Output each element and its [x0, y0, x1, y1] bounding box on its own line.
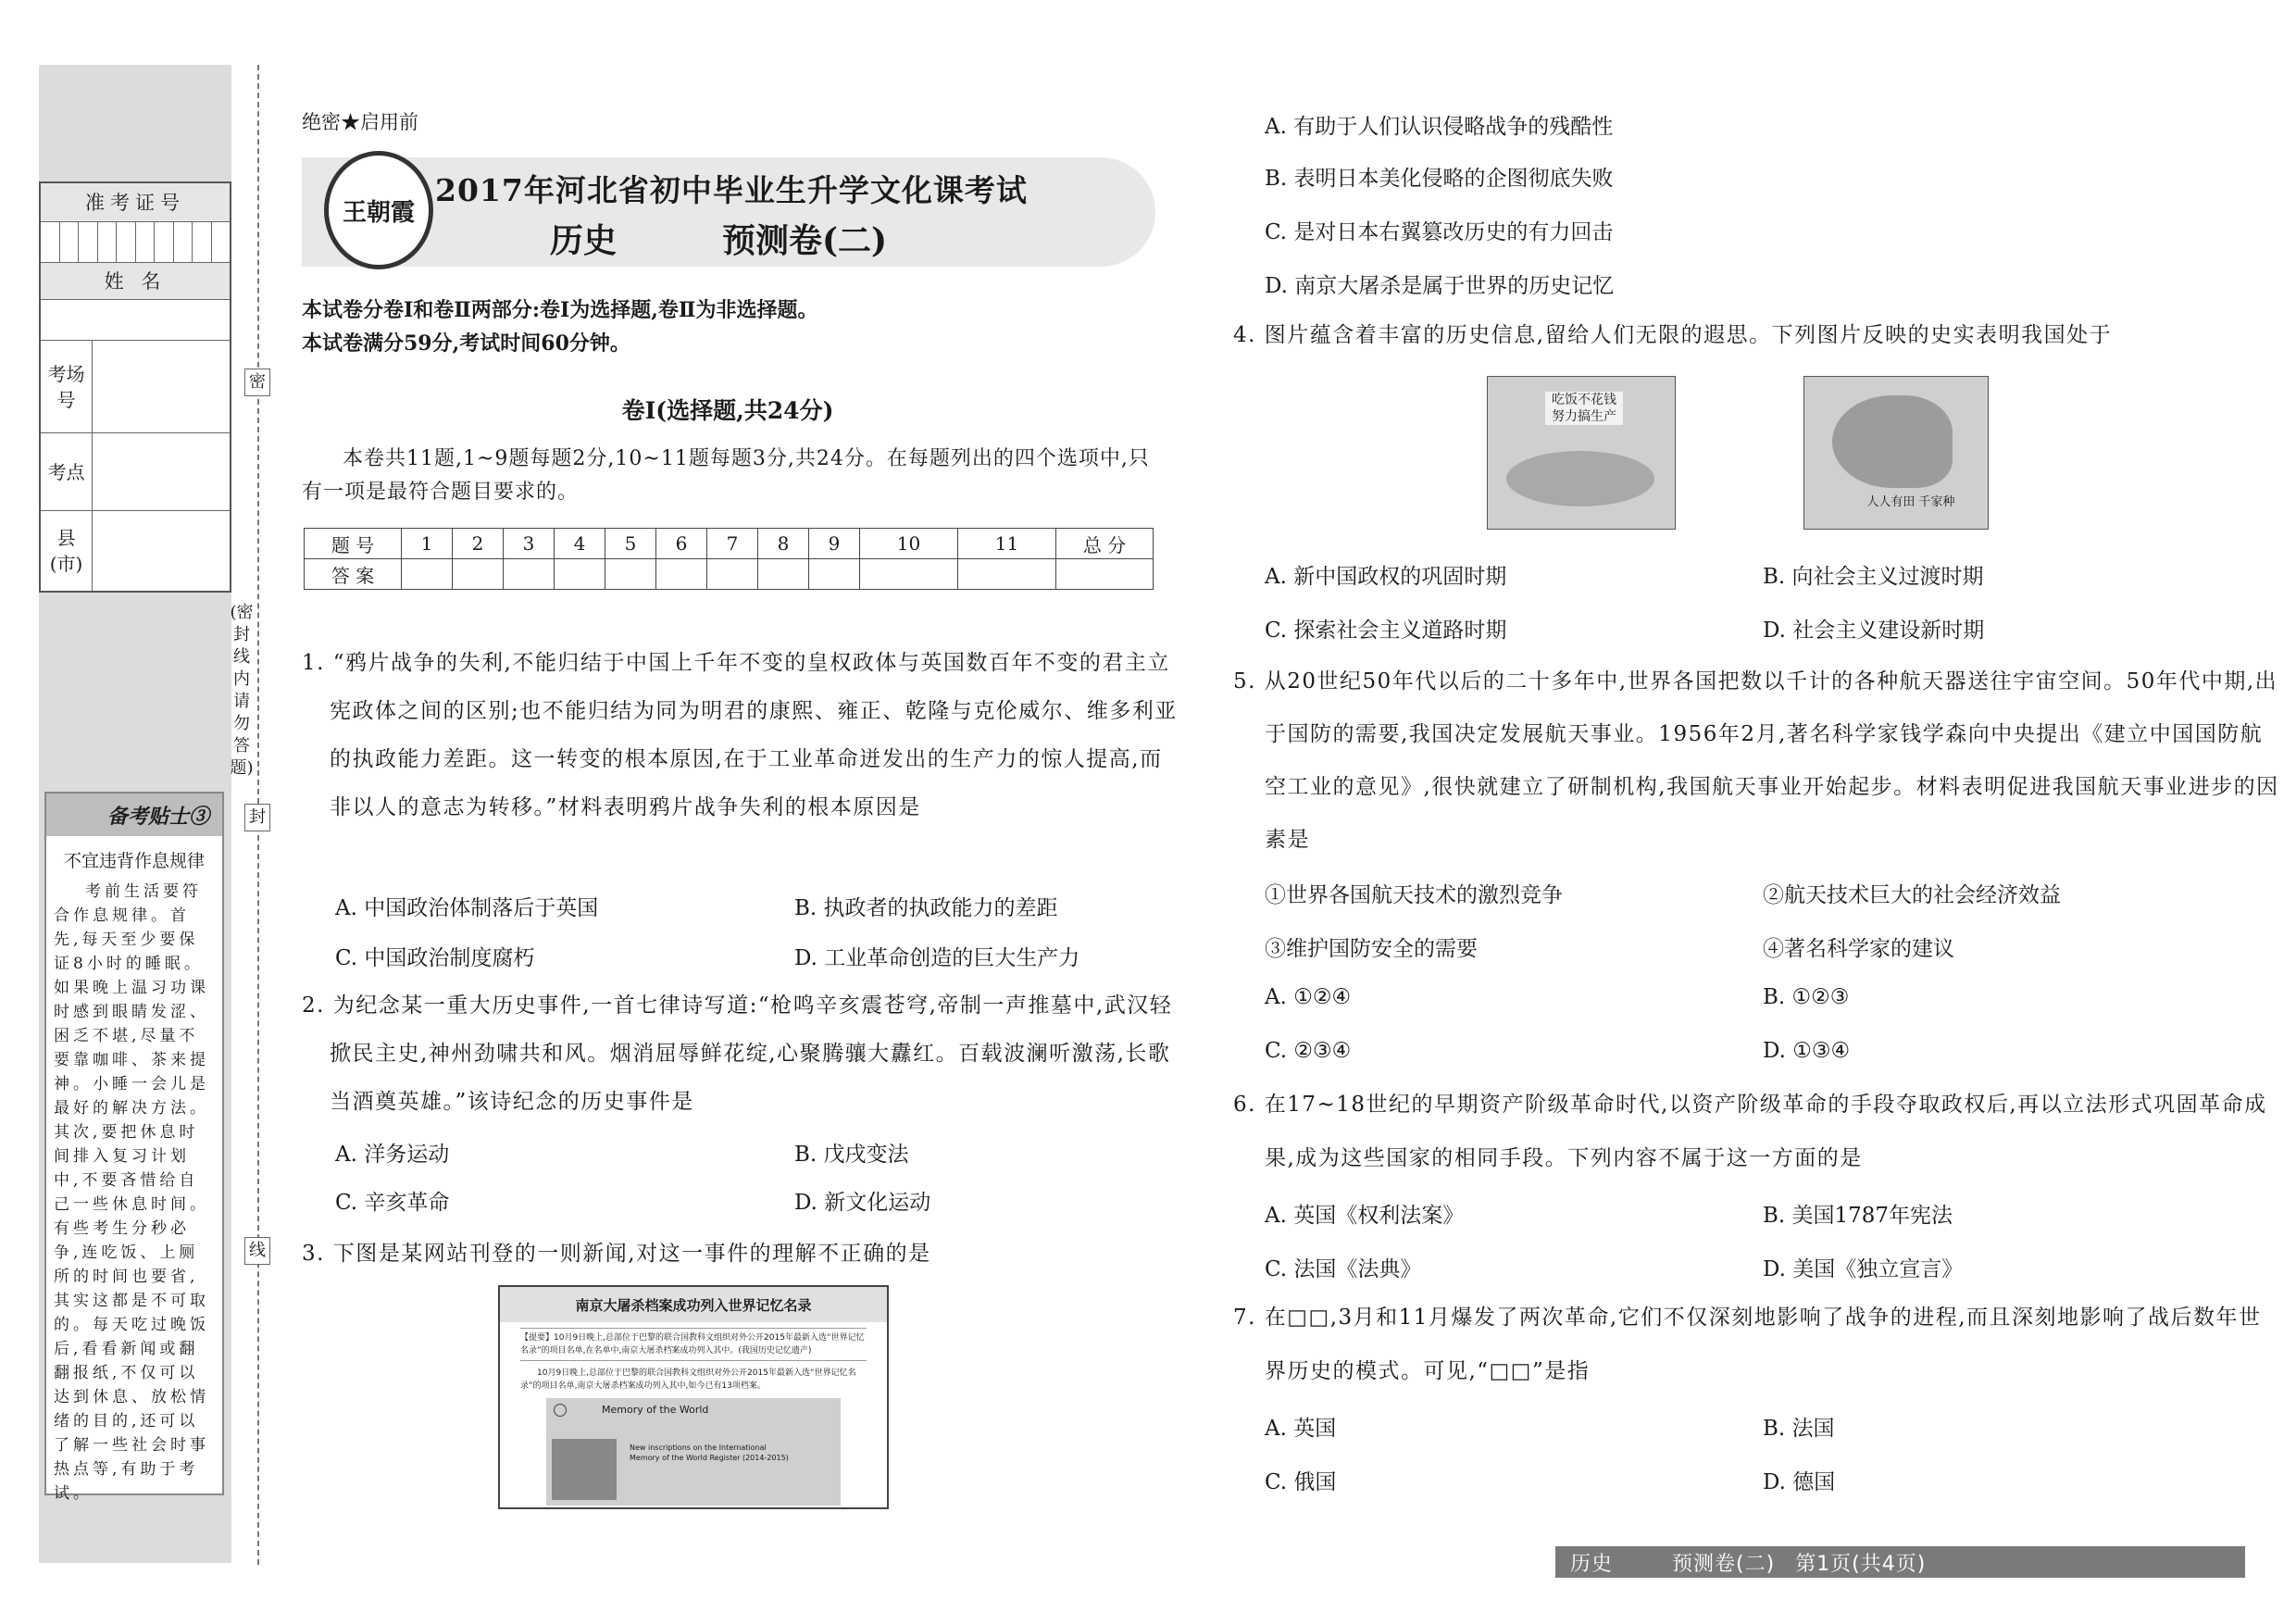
q6-option-a[interactable]: A. 英国《权利法案》: [1265, 1204, 1465, 1228]
question-7-stem: 7. 在□□,3月和11月爆发了两次革命,它们不仅深刻地影响了战争的进程,而且深刻地影响了战后数年世界历史的模式。可见,“□□”是指: [1233, 1306, 2262, 1383]
q4-photo-2: [1803, 376, 1989, 530]
question-6-stem: 6. 在17~18世纪的早期资产阶级革命时代,以资产阶级革命的手段夺取政权后,再以立法形式巩固革命成果,成为这些国家的相同手段。下列内容不属于这一方面的是: [1233, 1093, 2267, 1170]
news-body: 10月9日晚上,总部位于巴黎的联合国教科文组织对外公开2015年最新入选“世界记忆名录”的项目名单,南京大屠杀档案成功列入其中,如今已有13项档案。: [520, 1368, 856, 1391]
student-info-form: [39, 181, 231, 593]
answer-cell[interactable]: [656, 559, 707, 590]
section-title: 卷Ⅰ(选择题,共24分): [621, 397, 834, 424]
confidential-mark: 绝密★启用前: [302, 111, 418, 133]
news-title: 南京大屠杀档案成功列入世界记忆名录: [500, 1287, 887, 1322]
q5-item-1: ①世界各国航天技术的激烈竞争: [1265, 883, 1563, 907]
q4-option-d[interactable]: D. 社会主义建设新时期: [1763, 619, 1985, 643]
q4-photo-1: [1487, 376, 1676, 530]
answer-table-num: 9: [809, 529, 860, 559]
answer-table-num: 6: [656, 529, 707, 559]
answer-cell[interactable]: [809, 559, 860, 590]
exam-title: 2017年河北省初中毕业生升学文化课考试: [435, 172, 1028, 208]
q2-option-d[interactable]: D. 新文化运动: [794, 1191, 931, 1215]
answer-cell[interactable]: [707, 559, 758, 590]
answer-table-num: 5: [605, 529, 656, 559]
question-4-stem: 4. 图片蕴含着丰富的历史信息,留给人们无限的遐思。下列图片反映的史实表明我国处于: [1233, 323, 2113, 347]
q3-option-c[interactable]: C. 是对日本右翼篡改历史的有力回击: [1265, 220, 1614, 244]
news-screenshot: [498, 1285, 889, 1509]
news-image-thumb: [552, 1439, 617, 1500]
q6-option-c[interactable]: C. 法国《法典》: [1265, 1257, 1422, 1281]
q4-option-a[interactable]: A. 新中国政权的巩固时期: [1265, 565, 1507, 589]
q5-option-d[interactable]: D. ①③④: [1763, 1039, 1851, 1063]
question-5-stem: 5. 从20世纪50年代以后的二十多年中,世界各国把数以千计的各种航天器送往宇宙空间。50年代中期,出于国防的需要,我国决定发展航天事业。1956年2月,著名科学家钱学森向中央提出《建立中国国防航空工业的意见》,很快就建立了研制机构,我国航天事业开始起步。材料表明促进我国航天事业进步的因素是: [1233, 669, 2279, 852]
news-photo: [546, 1398, 841, 1506]
answer-table: [304, 528, 1154, 590]
footer-subject: 历史: [1570, 1552, 1614, 1576]
county-label: 县(市): [41, 511, 93, 591]
answer-cell[interactable]: [504, 559, 555, 590]
site-label: 考点: [41, 433, 93, 510]
total-score-cell[interactable]: [1056, 559, 1154, 590]
q7-option-c[interactable]: C. 俄国: [1265, 1470, 1337, 1494]
question-2-stem: 2. 为纪念某一重大历史事件,一首七律诗写道:“枪鸣辛亥震苍穹,帝制一声推墓中,武汉轻掀民主史,神州劲啸共和风。烟消屈辱鲜花绽,心聚腾骧大纛红。百载波澜听激荡,长歌当酒奠英雄。”该诗纪念的历史事件是: [302, 993, 1173, 1114]
answer-table-num: 1: [402, 529, 453, 559]
q1-option-d[interactable]: D. 工业革命创造的巨大生产力: [794, 946, 1080, 970]
q3-option-a[interactable]: A. 有助于人们认识侵略战争的残酷性: [1265, 115, 1614, 139]
q1-option-a[interactable]: A. 中国政治体制落后于英国: [335, 896, 599, 920]
tip-title: 不宜违背作息规律: [63, 851, 205, 871]
tip-header: 备考贴士③: [46, 794, 222, 836]
q7-option-b[interactable]: B. 法国: [1763, 1417, 1835, 1441]
tip-box: [44, 792, 224, 1503]
name-field[interactable]: [41, 300, 230, 341]
answer-table-num: 10: [860, 529, 958, 559]
q5-item-2: ②航天技术巨大的社会经济效益: [1763, 883, 2061, 907]
q5-item-3: ③维护国防安全的需要: [1265, 937, 1478, 961]
answer-table-num: 8: [758, 529, 809, 559]
site-field[interactable]: [41, 433, 230, 511]
footer-paper: 预测卷(二): [1672, 1552, 1776, 1576]
unesco-icon: [554, 1404, 567, 1417]
question-3-stem: 3. 下图是某网站刊登的一则新闻,对这一事件的理解不正确的是: [302, 1242, 931, 1266]
subject-title: 历史: [550, 221, 618, 260]
seal-mark-feng: 封: [244, 804, 270, 831]
q3-option-b[interactable]: B. 表明日本美化侵略的企图彻底失败: [1265, 167, 1614, 191]
q5-option-a[interactable]: A. ①②④: [1265, 985, 1352, 1009]
answer-table-num: 4: [555, 529, 605, 559]
answer-cell[interactable]: [957, 559, 1055, 590]
q4-option-c[interactable]: C. 探索社会主义道路时期: [1265, 619, 1507, 643]
room-field[interactable]: [41, 341, 230, 433]
name-label: 姓 名: [41, 263, 230, 300]
news-lead: 【提要】10月9日晚上,总部位于巴黎的联合国教科文组织对外公开2015年最新入选“世界记忆名录”的项目名单,在名单中,南京大屠杀档案成功列入其中。(我国历史记忆遗产): [520, 1328, 867, 1361]
q4-option-b[interactable]: B. 向社会主义过渡时期: [1763, 565, 1984, 589]
q6-option-d[interactable]: D. 美国《独立宣言》: [1763, 1257, 1964, 1281]
q1-option-c[interactable]: C. 中国政治制度腐朽: [335, 946, 535, 970]
seal-mark-xian: 线: [244, 1237, 270, 1265]
answer-cell[interactable]: [555, 559, 605, 590]
q4-photo-1-caption: 吃饭不花钱 努力搞生产: [1545, 392, 1623, 425]
answer-table-answer-label: 答 案: [305, 559, 402, 590]
page-footer: [1555, 1546, 2245, 1578]
section-instructions: 本卷共11题,1~9题每题2分,10~11题每题3分,共24分。在每题列出的四个选项中,只有一项是最符合题目要求的。: [302, 447, 1150, 504]
q6-option-b[interactable]: B. 美国1787年宪法: [1763, 1204, 1953, 1228]
footer-page: 第1页(共4页): [1795, 1552, 1927, 1576]
paper-title: 预测卷(二): [722, 221, 888, 260]
seal-note: (密封线内请勿答题): [230, 603, 254, 778]
q4-photo-2-caption: 人人有田 千家种: [1866, 495, 1955, 509]
q3-option-d[interactable]: D. 南京大屠杀是属于世界的历史记忆: [1265, 274, 1615, 298]
answer-table-total-label: 总 分: [1056, 529, 1154, 559]
exam-number-label: 准考证号: [41, 183, 230, 222]
news-memory-label: Memory of the World: [602, 1404, 709, 1416]
q2-option-a[interactable]: A. 洋务运动: [335, 1143, 450, 1167]
seal-mark-mi: 密: [244, 369, 270, 396]
q2-option-b[interactable]: B. 戊戌变法: [794, 1143, 909, 1167]
q5-item-4: ④著名科学家的建议: [1763, 937, 1954, 961]
sidebar-top-shade: [39, 65, 231, 181]
answer-cell[interactable]: [453, 559, 504, 590]
q5-option-b[interactable]: B. ①②③: [1763, 985, 1850, 1009]
question-1-stem: 1. “鸦片战争的失利,不能归结于中国上千年不变的皇权政体与英国数百年不变的君主立宪政体之间的区别;也不能归结为同为明君的康熙、雍正、乾隆与克伦威尔、维多利亚的执政能力差距。这一转变的根本原因,在于工业革命迸发出的生产力的惊人提高,而非以人的意志为转移。”材料表明鸦片战争失利的根本原因是: [302, 651, 1178, 819]
q7-option-d[interactable]: D. 德国: [1763, 1470, 1836, 1494]
answer-cell[interactable]: [402, 559, 453, 590]
news-sub-label: New inscriptions on the International Memory of the World Register (2014-2015): [630, 1443, 789, 1462]
answer-table-num: 7: [707, 529, 758, 559]
answer-cell[interactable]: [758, 559, 809, 590]
room-label: 考场号: [41, 341, 93, 432]
publisher-logo: [324, 151, 433, 269]
q7-option-a[interactable]: A. 英国: [1265, 1417, 1337, 1441]
intro-line-2: 本试卷满分59分,考试时间60分钟。: [302, 331, 630, 356]
answer-cell[interactable]: [860, 559, 958, 590]
intro-line-1: 本试卷分卷Ⅰ和卷Ⅱ两部分:卷Ⅰ为选择题,卷Ⅱ为非选择题。: [302, 298, 818, 322]
county-field[interactable]: [41, 511, 230, 591]
q1-option-b[interactable]: B. 执政者的执政能力的差距: [794, 896, 1058, 920]
q2-option-c[interactable]: C. 辛亥革命: [335, 1191, 450, 1215]
q5-option-c[interactable]: C. ②③④: [1265, 1039, 1352, 1063]
logo-text: 王朝霞: [342, 198, 415, 227]
q4-photo-1-table: [1506, 451, 1654, 506]
answer-table-num: 3: [504, 529, 555, 559]
answer-table-qno-label: 题 号: [305, 529, 402, 559]
tip-text: 考前生活要符合作息规律。首先,每天至少要保证8小时的睡眠。如果晚上温习功课时感到眼睛发涩、困乏不堪,尽量不要靠咖啡、茶来提神。小睡一会儿是最好的解决方法。其次,要把休息时间排入复习计划中,不要吝惜给自己一些休息时间。有些考生分秒必争,连吃饭、上厕所的时间也要省,其实这都是不可取的。每天吃过晚饭后,看看新闻或翻翻报纸,不仅可以达到休息、放松情绪的目的,还可以了解一些社会时事热点等,有助于考试。: [54, 882, 209, 1503]
answer-cell[interactable]: [605, 559, 656, 590]
answer-table-num: 2: [453, 529, 504, 559]
answer-table-num: 11: [957, 529, 1055, 559]
q4-photo-2-figure: [1832, 395, 1953, 488]
exam-number-boxes[interactable]: [41, 222, 230, 263]
